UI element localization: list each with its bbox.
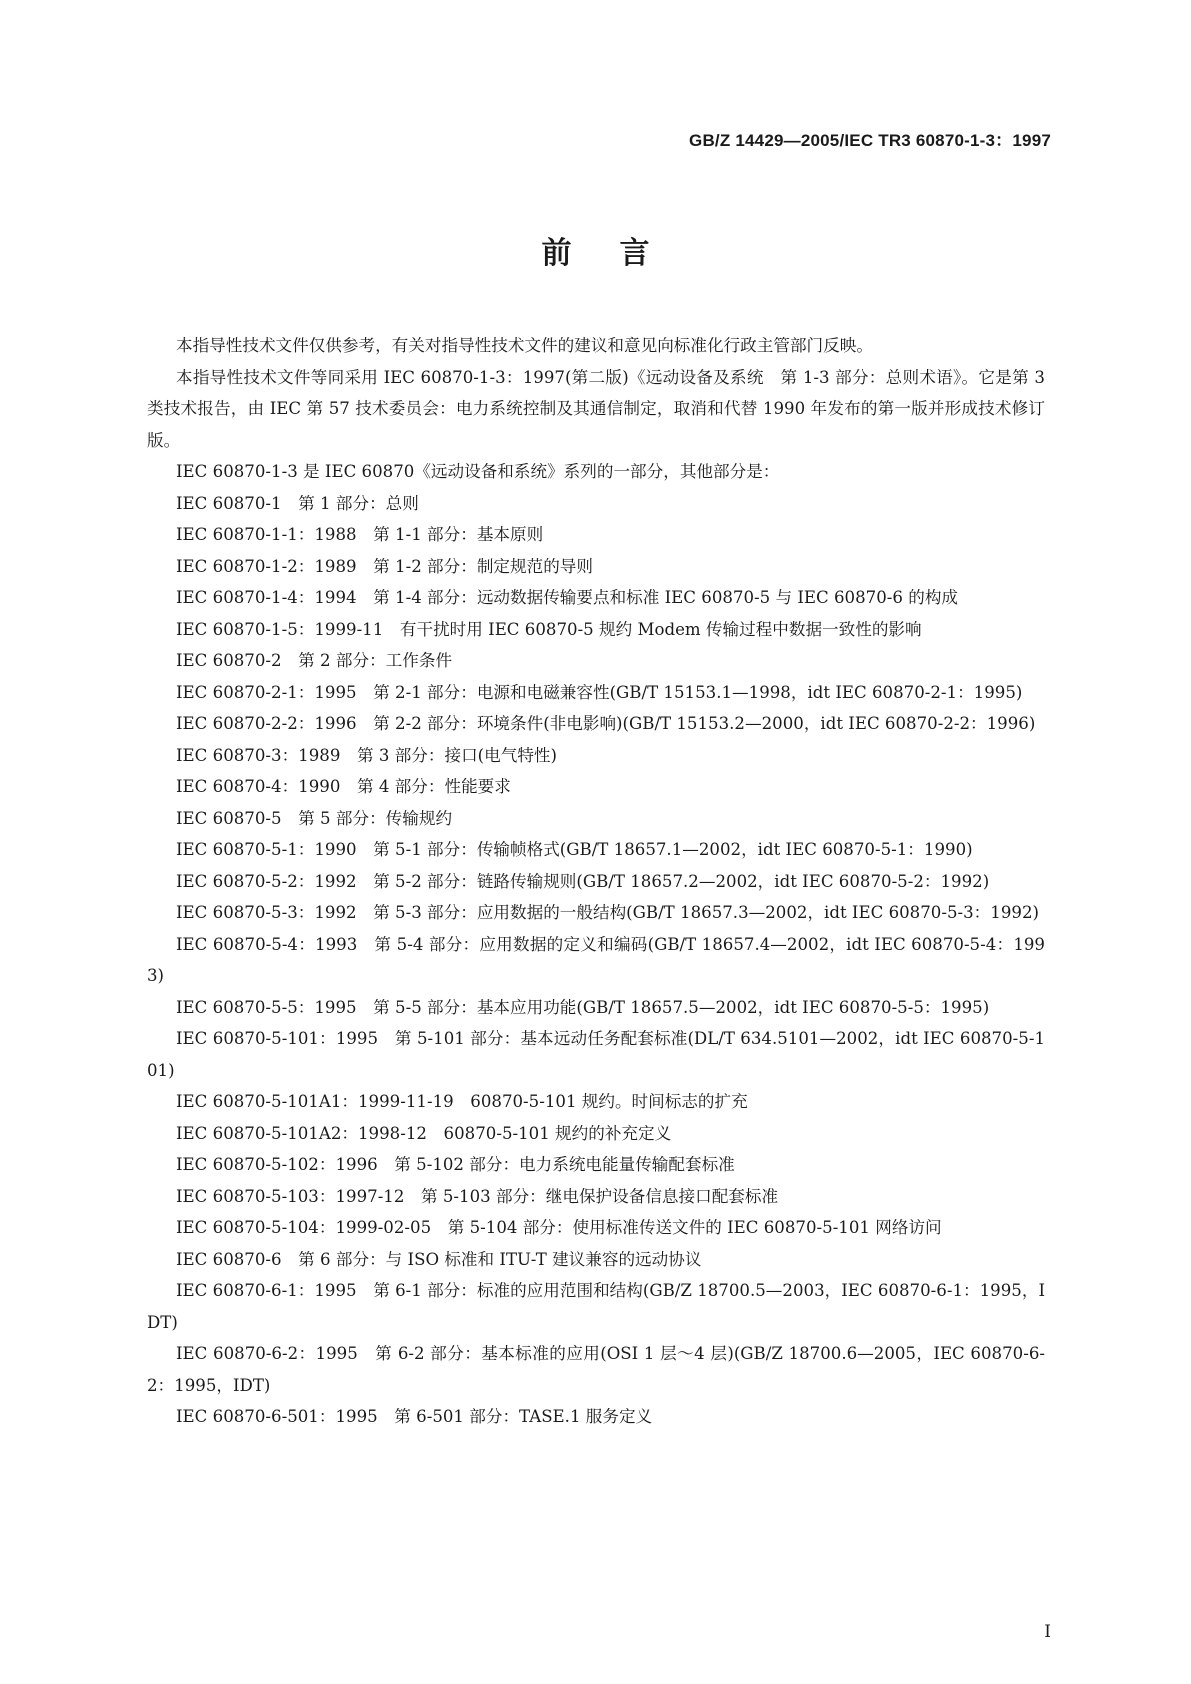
list-item: IEC 60870-5-4：1993 第 5-4 部分：应用数据的定义和编码(GB/T 18657.4—2002，idt IEC 60870-5-4：1993) xyxy=(147,934,1045,985)
list-item: IEC 60870-6 第 6 部分：与 ISO 标准和 ITU-T 建议兼容的远动协议 xyxy=(176,1249,702,1269)
page-number: I xyxy=(1044,1622,1051,1642)
list-item: IEC 60870-5 第 5 部分：传输规约 xyxy=(176,808,453,828)
list-item: IEC 60870-5-101A2：1998-12 60870-5-101 规约的补充定义 xyxy=(176,1123,672,1143)
paragraph: 本指导性技术文件仅供参考，有关对指导性技术文件的建议和意见向标准化行政主管部门反映。 xyxy=(176,336,873,355)
page-title: 前言 xyxy=(541,236,698,271)
paragraph: IEC 60870-1-3 是 IEC 60870《远动设备和系统》系列的一部分，其他部分是： xyxy=(176,462,780,481)
list-item: IEC 60870-5-5：1995 第 5-5 部分：基本应用功能(GB/T 18657.5—2002，idt IEC 60870-5-5：1995) xyxy=(176,997,990,1017)
list-item: IEC 60870-5-3：1992 第 5-3 部分：应用数据的一般结构(GB/T 18657.3—2002，idt IEC 60870-5-3：1992) xyxy=(176,903,1039,922)
list-item: IEC 60870-1-4：1994 第 1-4 部分：远动数据传输要点和标准 IEC 60870-5 与 IEC 60870-6 的构成 xyxy=(176,588,959,607)
list-item: IEC 60870-6-501：1995 第 6-501 部分：TASE.1 服务定义 xyxy=(176,1407,653,1426)
list-item: IEC 60870-6-1：1995 第 6-1 部分：标准的应用范围和结构(GB/Z 18700.5—2003，IEC 60870-6-1：1995，IDT) xyxy=(147,1281,1045,1332)
list-item: IEC 60870-1 第 1 部分：总则 xyxy=(176,493,419,513)
list-item: IEC 60870-2-2：1996 第 2-2 部分：环境条件(非电影响)(GB/T 15153.2—2000，idt IEC 60870-2-2：1996) xyxy=(176,714,1036,733)
list-item: IEC 60870-5-101A1：1999-11-19 60870-5-101 规约。时间标志的扩充 xyxy=(176,1092,748,1111)
standard-code-header: GB/Z 14429—2005/IEC TR3 60870-1-3：1997 xyxy=(689,131,1051,150)
list-item: IEC 60870-1-2：1989 第 1-2 部分：制定规范的导则 xyxy=(176,556,593,576)
list-item: IEC 60870-6-2：1995 第 6-2 部分：基本标准的应用(OSI 1 层～4 层)(GB/Z 18700.6—2005，IEC 60870-6-2：1995，IDT) xyxy=(147,1344,1045,1395)
list-item: IEC 60870-5-1：1990 第 5-1 部分：传输帧格式(GB/T 18657.1—2002，idt IEC 60870-5-1：1990) xyxy=(176,840,973,859)
list-item: IEC 60870-1-5：1999-11 有干扰时用 IEC 60870-5 规约 Modem 传输过程中数据一致性的影响 xyxy=(176,619,922,639)
list-item: IEC 60870-5-104：1999-02-05 第 5-104 部分：使用标准传送文件的 IEC 60870-5-101 网络访问 xyxy=(176,1218,942,1237)
list-item: IEC 60870-2 第 2 部分：工作条件 xyxy=(176,651,453,670)
list-item: IEC 60870-3：1989 第 3 部分：接口(电气特性) xyxy=(176,745,557,765)
list-item: IEC 60870-2-1：1995 第 2-1 部分：电源和电磁兼容性(GB/T 15153.1—1998，idt IEC 60870-2-1：1995) xyxy=(176,682,1023,702)
paragraph: 本指导性技术文件等同采用 IEC 60870-1-3：1997(第二版)《远动设备及系统 第 1-3 部分：总则术语》。它是第 3 类技术报告，由 IEC 第 57 技术委员会：电力系统控制及其通信制定，取消和代替 1990 年发布的第一版并形成技术修订版。 xyxy=(147,367,1045,450)
list-item: IEC 60870-1-1：1988 第 1-1 部分：基本原则 xyxy=(176,525,544,544)
list-item: IEC 60870-5-101：1995 第 5-101 部分：基本远动任务配套标准(DL/T 634.5101—2002，idt IEC 60870-5-101) xyxy=(147,1029,1045,1080)
list-item: IEC 60870-5-102：1996 第 5-102 部分：电力系统电能量传输配套标准 xyxy=(176,1155,735,1174)
document-body xyxy=(147,330,1045,1433)
list-item: IEC 60870-5-103：1997-12 第 5-103 部分：继电保护设备信息接口配套标准 xyxy=(176,1186,779,1206)
list-item: IEC 60870-4：1990 第 4 部分：性能要求 xyxy=(176,777,511,796)
list-item: IEC 60870-5-2：1992 第 5-2 部分：链路传输规则(GB/T 18657.2—2002，idt IEC 60870-5-2：1992) xyxy=(176,871,990,891)
